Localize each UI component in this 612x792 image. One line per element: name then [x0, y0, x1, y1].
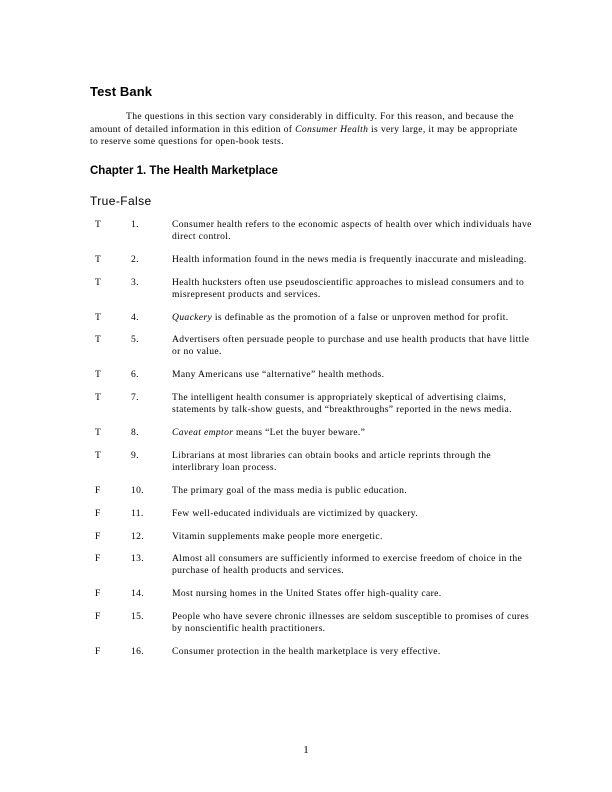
answer-key: F [95, 645, 101, 657]
question-item [0, 553, 612, 577]
question-text: Most nursing homes in the United States offer high-quality care. [172, 588, 442, 600]
question-text-rest: means “Let the buyer beware.” [233, 426, 366, 438]
chapter-title: Chapter 1. The Health Marketplace [90, 165, 278, 177]
question-text: Librarians at most libraries can obtain books and article reprints through the interlibrary loan process. [172, 449, 492, 473]
question-text: The intelligent health consumer is appropriately skeptical of advertising claims, statements by talk-show guests, and “breakthroughs” reported in the news media. [172, 392, 512, 416]
question-text [172, 312, 532, 324]
question-text [172, 427, 532, 439]
answer-key: F [95, 553, 101, 565]
answer-key: T [95, 334, 102, 346]
answer-key: T [95, 311, 102, 323]
question-number: 7. [131, 392, 139, 404]
question-text: Almost all consumers are sufficiently informed to exercise freedom of choice in the purchase of health products and services. [172, 553, 523, 577]
question-number: 2. [131, 253, 139, 265]
answer-key: F [95, 484, 101, 496]
question-item [0, 277, 612, 301]
question-number: 15. [131, 611, 145, 623]
question-text: Advertisers often persuade people to purchase and use health products that have little or no value. [172, 334, 530, 358]
question-text: Consumer health refers to the economic aspects of health over which individuals have direct control. [172, 219, 532, 242]
question-text: Few well-educated individuals are victimized by quackery. [172, 507, 419, 519]
question-number: 6. [131, 369, 139, 381]
question-item [0, 531, 612, 543]
question-item [0, 427, 612, 439]
question-item [0, 588, 612, 600]
answer-key: T [95, 426, 102, 438]
question-number: 16. [131, 645, 145, 657]
answer-key: F [95, 611, 101, 623]
intro-text-end: is very large, it may be appropriate to reserve some questions for open-book tests. [90, 123, 518, 148]
question-text: Health hucksters often use pseudoscientific approaches to mislead consumers and to misrepresent products and services. [172, 276, 525, 300]
question-item [0, 611, 612, 635]
question-text: Vitamin supplements make people more energetic. [172, 530, 383, 542]
answer-key: T [95, 449, 102, 461]
question-number: 4. [131, 311, 139, 323]
answer-key: F [95, 588, 101, 600]
question-item [0, 369, 612, 381]
question-item [0, 392, 612, 416]
question-text: People who have severe chronic illnesses are seldom susceptible to promises of cures by nonscientific health practitioners. [172, 611, 530, 635]
question-term: Caveat emptor [172, 426, 234, 438]
intro-paragraph [90, 111, 522, 149]
question-number: 3. [131, 276, 139, 288]
question-number: 11. [131, 507, 144, 519]
question-number: 1. [131, 219, 139, 230]
question-text: Consumer protection in the health marketplace is very effective. [172, 645, 441, 657]
answer-key: F [95, 530, 101, 542]
question-item [0, 312, 612, 324]
answer-key: T [95, 392, 102, 404]
question-number: 10. [131, 484, 145, 496]
question-item [0, 219, 612, 243]
question-list [0, 219, 612, 669]
question-number: 5. [131, 334, 139, 346]
answer-key: T [95, 369, 102, 381]
page-title: Test Bank [90, 84, 153, 99]
answer-key: T [95, 219, 102, 230]
question-item [0, 646, 612, 658]
question-number: 13. [131, 553, 145, 565]
answer-key: T [95, 276, 102, 288]
intro-text-start: The questions in this section vary considerably in difficulty. For this reason, and because the amount of detailed information in this edition of [90, 111, 514, 135]
answer-key: T [95, 253, 102, 265]
section-title: True-False [90, 194, 152, 208]
question-text: The primary goal of the mass media is public education. [172, 484, 408, 496]
answer-key: F [95, 507, 101, 519]
question-text: Health information found in the news media is frequently inaccurate and misleading. [172, 253, 527, 265]
question-number: 9. [131, 449, 139, 461]
question-text-rest: is definable as the promotion of a false or unproven method for profit. [212, 311, 509, 323]
question-item [0, 254, 612, 266]
question-text: Many Americans use “alternative” health methods. [172, 369, 385, 381]
question-item [0, 508, 612, 520]
question-number: 8. [131, 426, 139, 438]
question-term: Quackery [172, 311, 213, 323]
intro-book-title: Consumer Health [295, 123, 369, 135]
page-number: 1 [303, 744, 309, 756]
question-item [0, 334, 612, 358]
question-number: 12. [131, 530, 145, 542]
question-item [0, 485, 612, 497]
question-number: 14. [131, 588, 145, 600]
question-item [0, 450, 612, 474]
